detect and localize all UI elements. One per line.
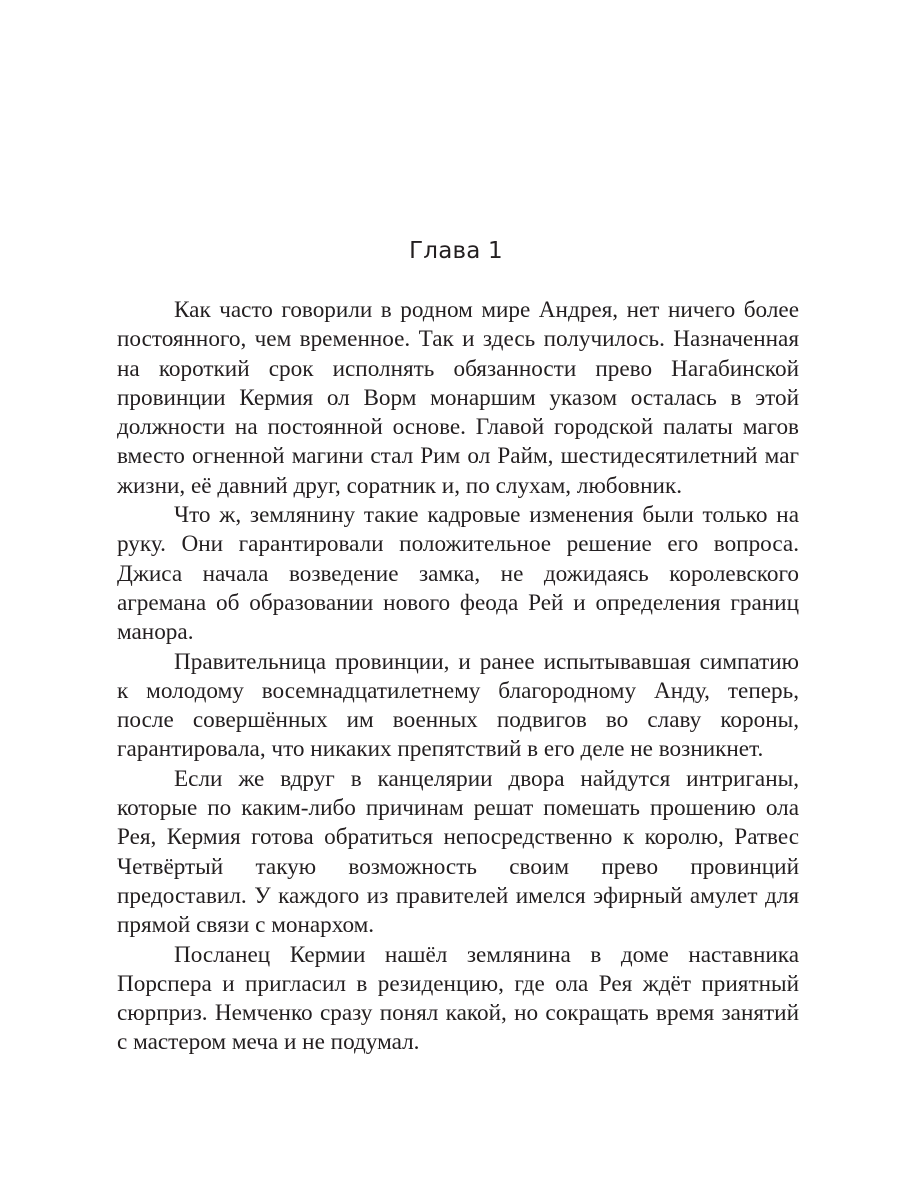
chapter-title: Глава 1 [409, 238, 503, 264]
paragraph: Что ж, землянину такие кадровые изменения были только на руку. Они гарантировали положительное решение его вопроса. Джиса начала возведение замка, не дожидаясь королевского агремана об образовании нового феода Рей и определения границ манора. [117, 502, 799, 646]
paragraph: Как часто говорили в родном мире Андрея, нет ничего более постоянного, чем временное. Так и здесь получилось. Назначенная на короткий срок исполнять обязанности прево Нагабинской провинции Кермия ол Ворм монаршим указом осталась в этой должности на постоянной основе. Главой городской палаты магов вместо огненной магини стал Рим ол Райм, шестидесятилетний маг жизни, её давний друг, соратник и, по слухам, любовник. [117, 297, 799, 499]
chapter-body [117, 296, 799, 1058]
paragraph: Посланец Кермии нашёл землянина в доме наставника Порспера и пригласил в резиденцию, где ола Рея ждёт приятный сюрприз. Немченко сразу понял какой, но сокращать время занятий с мастером меча и не подумал. [117, 941, 799, 1056]
paragraph: Правительница провинции, и ранее испытывавшая симпатию к молодому восемнадцатилетнему благородному Анду, теперь, после совершённых им военных подвигов во славу короны, гарантировала, что никаких препятствий в его деле не возникнет. [117, 648, 799, 763]
paragraph: Если же вдруг в канцелярии двора найдутся интриганы, которые по каким-либо причинам решат помешать прошению ола Рея, Кермия готова обратиться непосредственно к королю, Ратвес Четвёртый такую возможность своим прево провинций предоставил. У каждого из правителей имелся эфирный амулет для прямой связи с монархом. [117, 765, 799, 939]
